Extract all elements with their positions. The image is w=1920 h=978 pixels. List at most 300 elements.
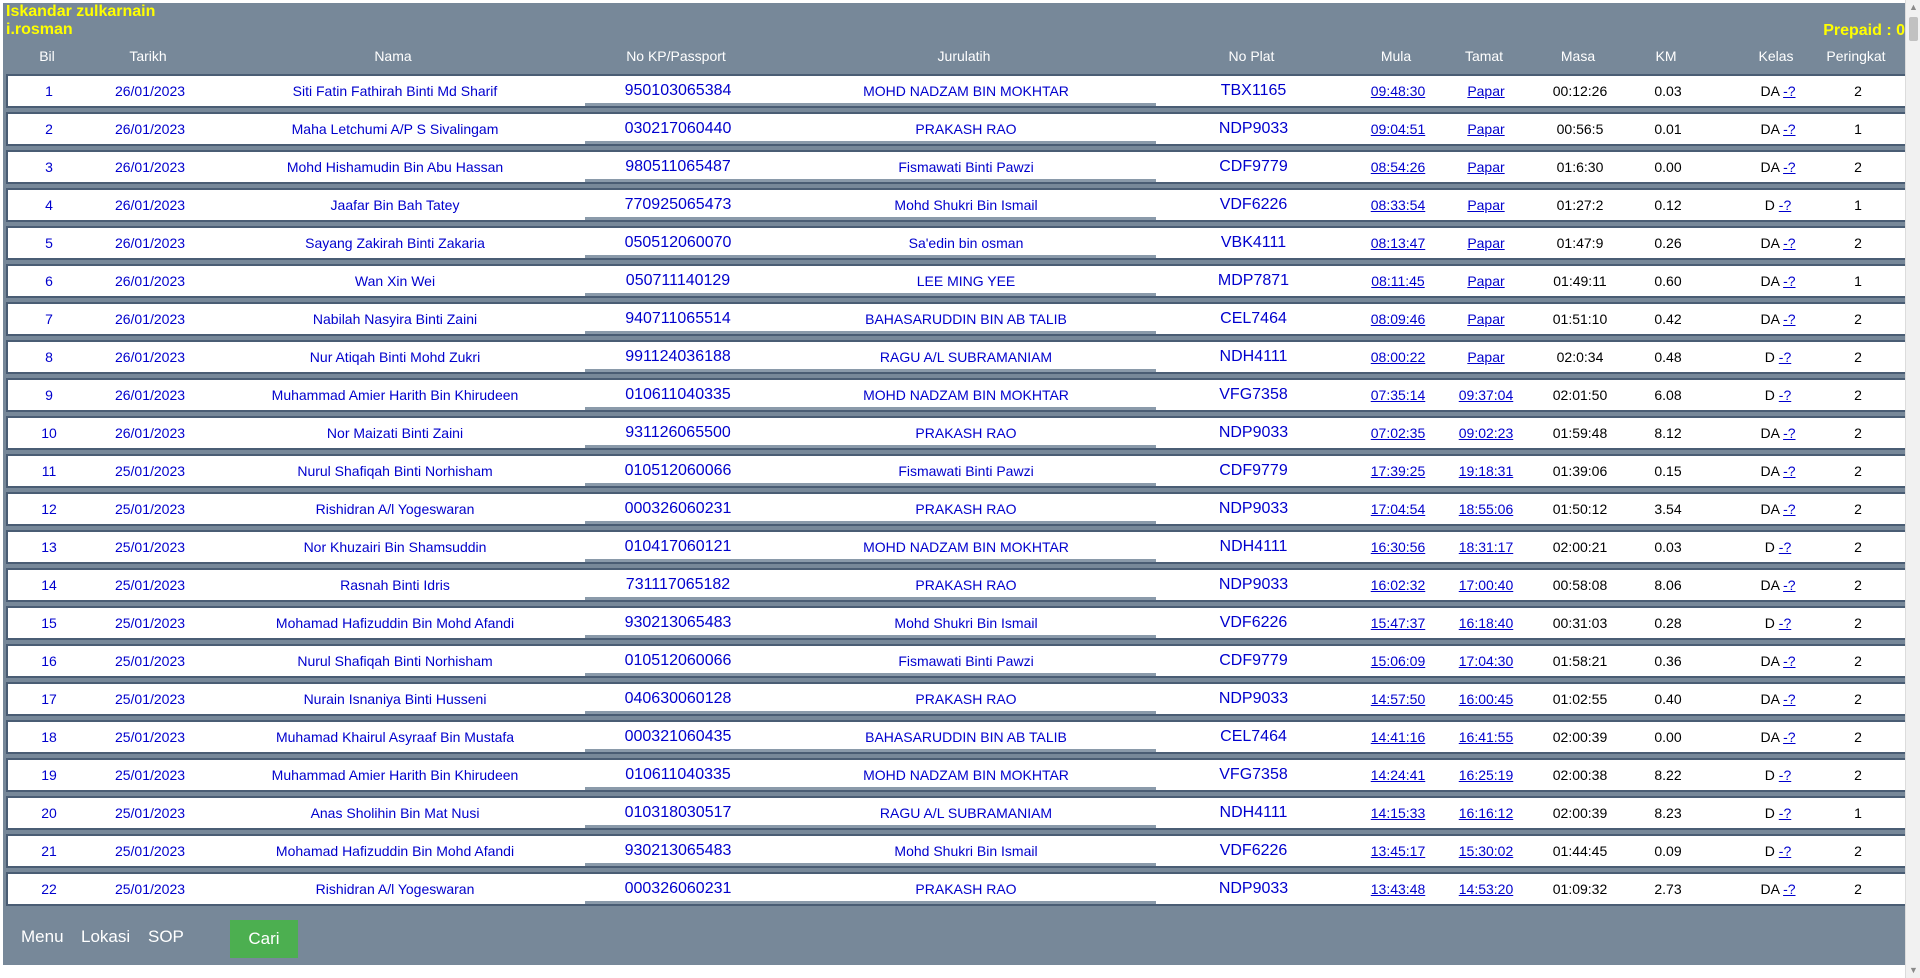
mula-link[interactable]: 17:04:54 — [1370, 501, 1426, 517]
table-row — [6, 188, 1912, 222]
cell-km: 0.00 — [1654, 729, 1682, 745]
cell-tarikh: 26/01/2023 — [114, 197, 186, 213]
cell-peringkat: 2 — [1854, 83, 1862, 99]
cell-masa: 00:31:03 — [1552, 615, 1608, 631]
cell-jurulatih: LEE MING YEE — [916, 273, 1016, 289]
cell-bil: 14 — [41, 577, 57, 593]
cell-nama: Muhamad Khairul Asyraaf Bin Mustafa — [275, 729, 515, 745]
tamat-link[interactable]: 16:18:40 — [1458, 615, 1514, 631]
table-row — [6, 150, 1912, 184]
table-row — [6, 530, 1912, 564]
cell-kp: 770925065473 — [624, 196, 732, 213]
kelas-help-link[interactable]: -? — [1783, 235, 1796, 251]
cell-jurulatih: Fismawati Binti Pawzi — [898, 159, 1034, 175]
prepaid-balance: Prepaid : 0 — [1823, 22, 1905, 39]
cell-kp: 000326060231 — [624, 880, 732, 897]
cell-km: 0.09 — [1654, 843, 1682, 859]
cell-jurulatih: Mohd Shukri Bin Ismail — [894, 197, 1038, 213]
table-row — [6, 872, 1912, 906]
cell-plat: NDH4111 — [1219, 348, 1288, 365]
cell-kp: 940711065514 — [625, 310, 731, 327]
cell-km: 8.23 — [1654, 805, 1682, 821]
cell-masa: 01:47:9 — [1556, 235, 1604, 251]
cell-plat: VBK4111 — [1220, 234, 1287, 251]
cell-nama: Anas Sholihin Bin Mat Nusi — [310, 805, 480, 821]
cell-masa: 01:49:11 — [1553, 273, 1607, 289]
cell-jurulatih: RAGU A/L SUBRAMANIAM — [879, 805, 1053, 821]
kelas-value: DA — [1760, 121, 1780, 137]
cell-tarikh: 25/01/2023 — [114, 501, 186, 517]
tamat-link[interactable]: 16:00:45 — [1458, 691, 1514, 707]
cell-jurulatih: Mohd Shukri Bin Ismail — [894, 615, 1038, 631]
cell-kp: 010318030517 — [624, 804, 732, 821]
cell-nama: Siti Fatin Fathirah Binti Md Sharif — [292, 83, 498, 99]
tamat-link[interactable]: 17:04:30 — [1458, 653, 1514, 669]
table-row — [6, 264, 1912, 298]
cell-jurulatih: PRAKASH RAO — [915, 881, 1017, 897]
cell-peringkat: 2 — [1854, 425, 1862, 441]
cell-masa: 01:58:21 — [1552, 653, 1608, 669]
cell-km: 8.12 — [1654, 425, 1682, 441]
cell-kp: 010611040335 — [625, 766, 731, 783]
cell-kp: 010611040335 — [625, 386, 731, 403]
cell-km: 0.28 — [1654, 615, 1682, 631]
cell-peringkat: 2 — [1854, 539, 1862, 555]
cell-kp: 010512060066 — [624, 462, 732, 479]
mula-link[interactable]: 07:35:14 — [1370, 387, 1426, 403]
cell-nama: Nurain Isnaniya Binti Husseni — [303, 691, 487, 707]
table-row — [6, 568, 1912, 602]
cell-jurulatih: MOHD NADZAM BIN MOKHTAR — [863, 539, 1069, 555]
cell-bil: 9 — [45, 387, 53, 403]
kelas-value: DA — [1760, 691, 1780, 707]
cell-peringkat: 2 — [1854, 235, 1862, 251]
column-header: Bil — [39, 48, 55, 64]
kelas-help-link[interactable]: -? — [1778, 615, 1792, 631]
cell-peringkat: 2 — [1854, 691, 1862, 707]
cell-tarikh: 26/01/2023 — [114, 425, 186, 441]
kelas-help-link[interactable]: -? — [1778, 805, 1792, 821]
kelas-help-link[interactable]: -? — [1778, 539, 1792, 555]
cell-plat: NDH4111 — [1219, 538, 1288, 555]
mula-link[interactable]: 14:24:41 — [1370, 767, 1426, 783]
mula-link[interactable]: 08:33:54 — [1370, 197, 1426, 213]
cell-masa: 01:44:45 — [1552, 843, 1608, 859]
mula-link[interactable]: 08:09:46 — [1370, 311, 1426, 327]
cell-km: 2.73 — [1654, 881, 1682, 897]
cell-peringkat: 2 — [1854, 843, 1862, 859]
cell-peringkat: 2 — [1854, 881, 1862, 897]
cell-km: 0.26 — [1654, 235, 1682, 251]
cell-km: 0.03 — [1654, 539, 1682, 555]
cell-kp: 050512060070 — [624, 234, 732, 251]
column-header: Tamat — [1464, 48, 1504, 64]
mula-link[interactable]: 13:45:17 — [1370, 843, 1426, 859]
cell-bil: 8 — [45, 349, 53, 365]
kelas-value: DA — [1760, 729, 1780, 745]
column-header: Mula — [1380, 48, 1412, 64]
cell-nama: Nurul Shafiqah Binti Norhisham — [297, 463, 493, 479]
kelas-help-link[interactable]: -? — [1778, 387, 1792, 403]
tamat-link[interactable]: 14:53:20 — [1458, 881, 1514, 897]
cell-masa: 01:27:2 — [1556, 197, 1604, 213]
mula-link[interactable]: 17:39:25 — [1370, 463, 1426, 479]
cell-nama: Sayang Zakirah Binti Zakaria — [305, 235, 485, 251]
cell-tarikh: 26/01/2023 — [114, 273, 186, 289]
cell-nama: Nurul Shafiqah Binti Norhisham — [297, 653, 493, 669]
kelas-help-link[interactable]: -? — [1783, 653, 1796, 669]
column-header: No Plat — [1228, 48, 1275, 64]
cell-plat: VDF6226 — [1219, 196, 1288, 213]
cell-km: 0.48 — [1654, 349, 1682, 365]
mula-link[interactable]: 08:00:22 — [1370, 349, 1426, 365]
kelas-value: DA — [1760, 235, 1780, 251]
tamat-link[interactable]: 09:02:23 — [1458, 425, 1514, 441]
cell-plat: TBX1165 — [1220, 82, 1287, 99]
triangle-down-icon[interactable]: ▼ — [1909, 965, 1918, 975]
cell-peringkat: 2 — [1854, 159, 1862, 175]
cell-jurulatih: PRAKASH RAO — [915, 577, 1017, 593]
mula-link[interactable]: 15:47:37 — [1370, 615, 1426, 631]
mula-link[interactable]: 14:15:33 — [1370, 805, 1426, 821]
cell-peringkat: 2 — [1854, 577, 1862, 593]
tamat-link[interactable]: 09:37:04 — [1458, 387, 1514, 403]
tamat-link[interactable]: Papar — [1467, 311, 1505, 327]
cell-kp: 010512060066 — [624, 652, 732, 669]
table-row — [6, 302, 1912, 336]
kelas-help-link[interactable]: -? — [1778, 767, 1792, 783]
cell-peringkat: 1 — [1854, 197, 1862, 213]
table-row — [6, 74, 1912, 108]
kelas-value: DA — [1760, 577, 1780, 593]
cell-bil: 7 — [45, 311, 53, 327]
kelas-value: DA — [1760, 273, 1780, 289]
cell-masa: 01:39:06 — [1552, 463, 1608, 479]
mula-link[interactable]: 16:02:32 — [1370, 577, 1426, 593]
tamat-link[interactable]: Papar — [1467, 83, 1505, 99]
cell-jurulatih: BAHASARUDDIN BIN AB TALIB — [865, 729, 1067, 745]
cell-kp: 931126065500 — [625, 424, 731, 441]
kelas-value: D — [1764, 387, 1775, 403]
tamat-link[interactable]: Papar — [1467, 235, 1505, 251]
kelas-value: DA — [1760, 159, 1780, 175]
kelas-help-link[interactable]: -? — [1783, 83, 1796, 99]
mula-link[interactable]: 09:04:51 — [1370, 121, 1426, 137]
cell-plat: NDP9033 — [1218, 576, 1289, 593]
cell-masa: 02:00:21 — [1552, 539, 1608, 555]
user-name: Iskandar zulkarnain — [6, 3, 156, 20]
cell-bil: 16 — [41, 653, 57, 669]
tamat-link[interactable]: Papar — [1467, 273, 1505, 289]
cell-masa: 02:00:39 — [1552, 805, 1608, 821]
cell-masa: 01:51:10 — [1552, 311, 1608, 327]
cell-km: 0.36 — [1654, 653, 1682, 669]
table-row — [6, 758, 1912, 792]
kelas-value: DA — [1760, 463, 1780, 479]
tamat-link[interactable]: Papar — [1467, 159, 1505, 175]
kelas-value: DA — [1760, 653, 1780, 669]
cell-jurulatih: PRAKASH RAO — [915, 691, 1017, 707]
cell-km: 0.03 — [1654, 83, 1682, 99]
cell-plat: NDH4111 — [1219, 804, 1288, 821]
cell-jurulatih: Fismawati Binti Pawzi — [898, 653, 1034, 669]
mula-link[interactable]: 14:57:50 — [1370, 691, 1426, 707]
cell-nama: Muhammad Amier Harith Bin Khirudeen — [271, 767, 519, 783]
tamat-link[interactable]: 17:00:40 — [1458, 577, 1514, 593]
cell-peringkat: 1 — [1854, 805, 1862, 821]
cell-km: 8.06 — [1654, 577, 1682, 593]
cell-bil: 19 — [41, 767, 57, 783]
kelas-value: D — [1764, 805, 1775, 821]
kelas-help-link[interactable]: -? — [1783, 463, 1796, 479]
kelas-help-link[interactable]: -? — [1783, 881, 1796, 897]
cell-kp: 030217060440 — [624, 120, 732, 137]
column-header: Masa — [1560, 48, 1596, 64]
cell-km: 0.01 — [1654, 121, 1682, 137]
kelas-value: D — [1764, 349, 1775, 365]
tamat-link[interactable]: 18:31:17 — [1458, 539, 1514, 555]
cell-kp: 930213065483 — [624, 842, 732, 859]
lokasi-button[interactable]: Lokasi — [81, 927, 131, 946]
cell-nama: Rishidran A/l Yogeswaran — [315, 881, 475, 897]
mula-link[interactable]: 08:11:45 — [1371, 273, 1425, 289]
kelas-help-link[interactable]: -? — [1778, 349, 1792, 365]
cell-jurulatih: Sa'edin bin osman — [908, 235, 1024, 251]
kelas-help-link[interactable]: -? — [1783, 273, 1796, 289]
cell-bil: 20 — [41, 805, 57, 821]
column-header: KM — [1655, 48, 1677, 64]
cell-nama: Mohd Hishamudin Bin Abu Hassan — [286, 159, 504, 175]
table-row — [6, 416, 1912, 450]
cell-peringkat: 2 — [1854, 653, 1862, 669]
kelas-help-link[interactable]: -? — [1783, 311, 1796, 327]
cell-nama: Wan Xin Wei — [354, 273, 436, 289]
cell-bil: 5 — [45, 235, 53, 251]
kelas-value: D — [1764, 843, 1775, 859]
cell-tarikh: 25/01/2023 — [114, 729, 186, 745]
cell-bil: 12 — [41, 501, 57, 517]
cell-km: 6.08 — [1654, 387, 1682, 403]
cell-jurulatih: RAGU A/L SUBRAMANIAM — [879, 349, 1053, 365]
cell-masa: 01:50:12 — [1552, 501, 1608, 517]
kelas-value: DA — [1760, 425, 1780, 441]
triangle-up-icon[interactable]: ▲ — [1909, 2, 1918, 12]
cell-nama: Mohamad Hafizuddin Bin Mohd Afandi — [275, 615, 515, 631]
table-row — [6, 720, 1912, 754]
cell-jurulatih: Mohd Shukri Bin Ismail — [894, 843, 1038, 859]
cell-kp: 731117065182 — [625, 576, 731, 593]
cell-peringkat: 1 — [1854, 121, 1862, 137]
cell-kp: 040630060128 — [624, 690, 732, 707]
cell-jurulatih: Fismawati Binti Pawzi — [898, 463, 1034, 479]
kelas-value: D — [1764, 615, 1775, 631]
kelas-value: DA — [1760, 881, 1780, 897]
cell-masa: 01:59:48 — [1552, 425, 1608, 441]
cell-masa: 00:58:08 — [1552, 577, 1608, 593]
tamat-link[interactable]: Papar — [1467, 349, 1505, 365]
cell-peringkat: 2 — [1854, 349, 1862, 365]
cell-peringkat: 2 — [1854, 729, 1862, 745]
tamat-link[interactable]: 19:18:31 — [1458, 463, 1514, 479]
cell-peringkat: 2 — [1854, 767, 1862, 783]
cell-jurulatih: MOHD NADZAM BIN MOKHTAR — [863, 83, 1069, 99]
cell-nama: Rasnah Binti Idris — [340, 577, 450, 593]
cell-bil: 15 — [41, 615, 57, 631]
cell-plat: CEL7464 — [1220, 310, 1287, 327]
cell-plat: CEL7464 — [1220, 728, 1287, 745]
cell-masa: 01:02:55 — [1552, 691, 1608, 707]
kelas-help-link[interactable]: -? — [1778, 197, 1792, 213]
kelas-value: D — [1764, 539, 1775, 555]
cell-tarikh: 25/01/2023 — [114, 881, 186, 897]
cell-km: 0.60 — [1654, 273, 1682, 289]
cell-masa: 00:12:26 — [1552, 83, 1608, 99]
cell-peringkat: 2 — [1854, 501, 1862, 517]
cell-jurulatih: MOHD NADZAM BIN MOKHTAR — [863, 387, 1069, 403]
cell-tarikh: 25/01/2023 — [114, 615, 186, 631]
menu-button[interactable]: Menu — [21, 927, 64, 946]
cell-tarikh: 25/01/2023 — [114, 577, 186, 593]
mula-link[interactable]: 16:30:56 — [1370, 539, 1426, 555]
cell-kp: 000321060435 — [624, 728, 732, 745]
tamat-link[interactable]: 16:41:55 — [1458, 729, 1514, 745]
cell-bil: 2 — [45, 121, 53, 137]
tamat-link[interactable]: 16:25:19 — [1458, 767, 1514, 783]
cell-masa: 01:09:32 — [1552, 881, 1608, 897]
table-row — [6, 112, 1912, 146]
search-button[interactable]: Cari — [230, 920, 298, 958]
login-id: i.rosman — [6, 21, 73, 38]
cell-tarikh: 26/01/2023 — [114, 311, 186, 327]
kelas-help-link[interactable]: -? — [1783, 121, 1796, 137]
table-row — [6, 454, 1912, 488]
cell-nama: Nabilah Nasyira Binti Zaini — [312, 311, 478, 327]
table-row — [6, 606, 1912, 640]
table-row — [6, 796, 1912, 830]
cell-nama: Maha Letchumi A/P S Sivalingam — [291, 121, 499, 137]
mula-link[interactable]: 14:41:16 — [1370, 729, 1426, 745]
kelas-help-link[interactable]: -? — [1783, 501, 1796, 517]
cell-kp: 010417060121 — [624, 538, 732, 555]
mula-link[interactable]: 15:06:09 — [1370, 653, 1426, 669]
kelas-help-link[interactable]: -? — [1783, 159, 1796, 175]
cell-nama: Nor Khuzairi Bin Shamsuddin — [303, 539, 487, 555]
cell-tarikh: 26/01/2023 — [114, 159, 186, 175]
cell-tarikh: 25/01/2023 — [114, 463, 186, 479]
cell-tarikh: 25/01/2023 — [114, 843, 186, 859]
vertical-scrollbar[interactable] — [1905, 0, 1920, 978]
kelas-help-link[interactable]: -? — [1783, 425, 1796, 441]
cell-jurulatih: PRAKASH RAO — [915, 425, 1017, 441]
cell-nama: Muhammad Amier Harith Bin Khirudeen — [271, 387, 519, 403]
cell-km: 0.12 — [1654, 197, 1682, 213]
cell-plat: VFG7358 — [1219, 766, 1288, 783]
table-row — [6, 682, 1912, 716]
tamat-link[interactable]: Papar — [1467, 121, 1505, 137]
column-header: No KP/Passport — [626, 48, 726, 64]
cell-tarikh: 25/01/2023 — [114, 767, 186, 783]
mula-link[interactable]: 09:48:30 — [1370, 83, 1426, 99]
cell-plat: NDP9033 — [1218, 500, 1289, 517]
cell-bil: 11 — [41, 463, 57, 479]
kelas-value: D — [1764, 767, 1775, 783]
cell-peringkat: 2 — [1854, 387, 1862, 403]
cell-kp: 980511065487 — [625, 158, 731, 175]
cell-bil: 22 — [41, 881, 57, 897]
scrollbar-thumb[interactable] — [1909, 17, 1918, 41]
cell-bil: 6 — [45, 273, 53, 289]
cell-km: 0.40 — [1654, 691, 1682, 707]
cell-jurulatih: PRAKASH RAO — [915, 121, 1017, 137]
cell-masa: 02:00:39 — [1552, 729, 1608, 745]
cell-tarikh: 25/01/2023 — [114, 691, 186, 707]
cell-tarikh: 25/01/2023 — [114, 539, 186, 555]
kelas-value: DA — [1760, 83, 1780, 99]
cell-km: 0.42 — [1654, 311, 1682, 327]
tamat-link[interactable]: Papar — [1467, 197, 1505, 213]
table-row — [6, 492, 1912, 526]
cell-tarikh: 26/01/2023 — [114, 235, 186, 251]
session-table — [6, 74, 1912, 907]
cell-peringkat: 2 — [1854, 463, 1862, 479]
column-header: Nama — [374, 48, 412, 64]
mula-link[interactable]: 08:13:47 — [1370, 235, 1426, 251]
tamat-link[interactable]: 18:55:06 — [1458, 501, 1514, 517]
tamat-link[interactable]: 16:16:12 — [1458, 805, 1514, 821]
sop-button[interactable]: SOP — [148, 927, 184, 946]
cell-nama: Mohamad Hafizuddin Bin Mohd Afandi — [275, 843, 515, 859]
cell-bil: 1 — [45, 83, 53, 99]
cell-kp: 000326060231 — [624, 500, 732, 517]
cell-km: 0.00 — [1654, 159, 1682, 175]
column-header: Peringkat — [1826, 48, 1886, 64]
cell-plat: CDF9779 — [1219, 462, 1288, 479]
mula-link[interactable]: 08:54:26 — [1370, 159, 1426, 175]
cell-kp: 991124036188 — [625, 348, 731, 365]
cell-plat: CDF9779 — [1219, 158, 1288, 175]
kelas-help-link[interactable]: -? — [1778, 843, 1792, 859]
cell-nama: Jaafar Bin Bah Tatey — [330, 197, 460, 213]
table-row — [6, 378, 1912, 412]
kelas-value: DA — [1760, 311, 1780, 327]
cell-bil: 4 — [45, 197, 53, 213]
cell-kp: 950103065384 — [624, 82, 732, 99]
table-row — [6, 340, 1912, 374]
app-panel — [3, 3, 1905, 965]
cell-bil: 13 — [41, 539, 57, 555]
cell-peringkat: 2 — [1854, 311, 1862, 327]
cell-masa: 02:01:50 — [1552, 387, 1608, 403]
cell-plat: MDP7871 — [1217, 272, 1290, 289]
cell-bil: 3 — [45, 159, 53, 175]
cell-plat: NDP9033 — [1218, 880, 1289, 897]
cell-bil: 10 — [41, 425, 57, 441]
cell-nama: Nur Atiqah Binti Mohd Zukri — [309, 349, 481, 365]
mula-link[interactable]: 07:02:35 — [1370, 425, 1426, 441]
cell-peringkat: 1 — [1854, 273, 1862, 289]
cell-plat: NDP9033 — [1218, 690, 1289, 707]
table-row — [6, 834, 1912, 868]
tamat-link[interactable]: 15:30:02 — [1458, 843, 1514, 859]
kelas-help-link[interactable]: -? — [1783, 577, 1796, 593]
cell-jurulatih: MOHD NADZAM BIN MOKHTAR — [863, 767, 1069, 783]
cell-masa: 01:6:30 — [1556, 159, 1604, 175]
kelas-value: DA — [1760, 501, 1780, 517]
kelas-help-link[interactable]: -? — [1783, 691, 1796, 707]
kelas-help-link[interactable]: -? — [1783, 729, 1796, 745]
cell-tarikh: 26/01/2023 — [114, 121, 186, 137]
mula-link[interactable]: 13:43:48 — [1370, 881, 1426, 897]
